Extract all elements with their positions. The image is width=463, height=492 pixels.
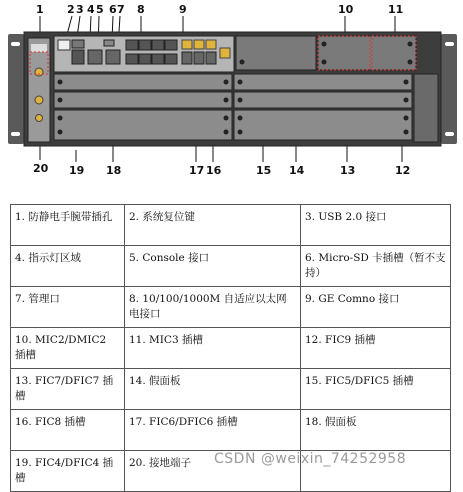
table-cell: 16. FIC8 插槽 [11,410,125,451]
watermark: CSDN @weixin_74252958 [214,451,407,467]
table-cell: 11. MIC3 插槽 [125,328,301,369]
callout-4: 4 [87,3,95,16]
table-row [11,287,451,328]
table-cell: 8. 10/100/1000M 自适应以太网电接口 [125,287,301,328]
table-cell: 18. 假面板 [301,410,451,451]
callout-17: 17 [189,164,205,177]
table-cell: 17. FIC6/DFIC6 插槽 [125,410,301,451]
callout-10: 10 [338,3,354,16]
table-row [11,246,451,287]
callout-12: 12 [395,164,411,177]
callout-15: 15 [256,164,272,177]
callout-8: 8 [137,3,145,16]
table-row [11,369,451,410]
table-cell: 12. FIC9 插槽 [301,328,451,369]
callout-3: 3 [76,3,84,16]
callout-7: 7 [117,3,125,16]
callout-16: 16 [206,164,222,177]
table-row [11,205,451,246]
callout-2: 2 [67,3,75,16]
table-cell: 14. 假面板 [125,369,301,410]
callout-9: 9 [179,3,187,16]
callout-13: 13 [340,164,356,177]
callout-1: 1 [36,3,44,16]
table-cell: 9. GE Comno 接口 [301,287,451,328]
callout-19: 19 [69,164,85,177]
table-row [11,410,451,451]
table-cell: 2. 系统复位键 [125,205,301,246]
table-row [11,328,451,369]
callout-5: 5 [96,3,104,16]
table-cell: 1. 防静电手腕带插孔 [11,205,125,246]
chassis-illustration [0,0,463,190]
table-cell: 10. MIC2/DMIC2 插槽 [11,328,125,369]
table-cell: 6. Micro-SD 卡插槽（暂不支持） [301,246,451,287]
callout-18: 18 [106,164,122,177]
table-cell: 5. Console 接口 [125,246,301,287]
callout-6: 6 [109,3,117,16]
callout-11: 11 [388,3,404,16]
table-cell: 20. 接地端子 [125,451,301,492]
table-cell: 3. USB 2.0 接口 [301,205,451,246]
device-front-panel-figure [0,0,463,190]
table-cell: 4. 指示灯区域 [11,246,125,287]
table-cell: 15. FIC5/DFIC5 插槽 [301,369,451,410]
callout-20: 20 [33,162,49,175]
table-cell: 7. 管理口 [11,287,125,328]
table-cell: 13. FIC7/DFIC7 插槽 [11,369,125,410]
table-cell: 19. FIC4/DFIC4 插槽 [11,451,125,492]
component-legend-table [10,204,451,492]
callout-14: 14 [289,164,305,177]
